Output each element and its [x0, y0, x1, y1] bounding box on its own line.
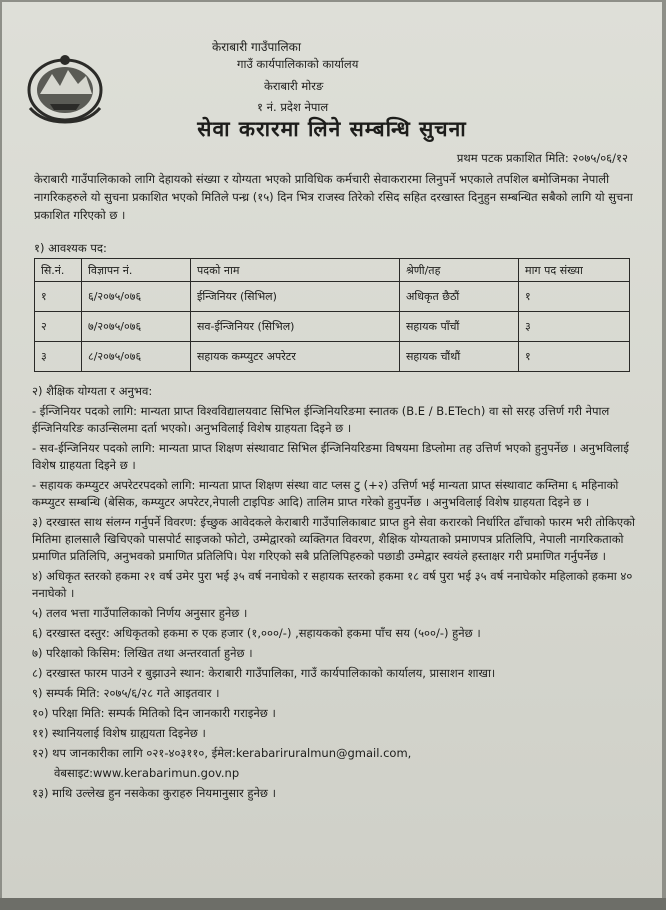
cell: सहायक पाँचौं [400, 312, 519, 342]
cell: सहायक कम्प्युटर अपरेटर [191, 342, 400, 372]
section-required-posts: १) आवश्यक पद: [34, 241, 107, 255]
contact-date: ९) सम्पर्क मिति: २०७५/६/२८ गते आइतवार । [32, 686, 220, 700]
col-advert-no: विज्ञापन नं. [82, 259, 191, 282]
col-sn: सि.नं. [35, 259, 82, 282]
cell: ३ [519, 312, 630, 342]
location: केराबारी मोरङ [264, 79, 324, 93]
local-priority: ११) स्थानियलाई विशेष ग्राह्ययता दिइनेछ । [32, 726, 206, 740]
misc-rules: १३) माथि उल्लेख हुन नसकेका कुराहरु नियमानुसार हुनेछ । [32, 786, 276, 800]
exam-type: ७) परिक्षाको किसिम: लिखित तथा अन्तरवार्ता हुनेछ । [32, 646, 253, 660]
table-header-row [35, 259, 630, 282]
scan-edge [0, 898, 666, 910]
qual-computer-operator: - सहायक कम्प्युटर अपरेटरपदको लागि: मान्यता प्राप्त शिक्षण संस्था वाट प्लस टु (+२) उत्तिर्ण भई मान्यता प्राप्त संस्थावाट कम्तिमा ६ महिनाको कम्प्युटर सम्बन्धि (बेसिक, कम्प्युटर अपरेटर,नेपाली टाइपिङ आदि) तालिम प्राप्त गरेको हुनुपर्नेछ । अनुभविलाई विशेष ग्राहयता दिइने छ । [32, 478, 619, 509]
cell: ७/२०७५/०७६ [82, 312, 191, 342]
cell: सहायक चौंथौं [400, 342, 519, 372]
cell: ईन्जिनियर (सिभिल) [191, 282, 400, 312]
office-name: गाउँ कार्यपालिकाको कार्यालय [237, 57, 359, 71]
cell: १ [519, 282, 630, 312]
application-fee: ६) दरखास्त दस्तुर: अधिकृतको हकमा रु एक हजार (१,०००/-) ,सहायकको हकमा पाँच सय (५००/-) हुनेछ । [32, 626, 481, 640]
cell: २ [35, 312, 82, 342]
posts-table [34, 258, 630, 372]
province: १ नं. प्रदेश नेपाल [257, 100, 329, 114]
form-location: ८) दरखास्त फारम पाउने र बुझाउने स्थान: केराबारी गाउँपालिका, गाउँ कार्यपालिकाको कार्यालय, प्रासाशन शाखा। [32, 666, 496, 680]
cell: अधिकृत छैठौं [400, 282, 519, 312]
qual-sub-engineer: - सव-ईन्जिनियर पदको लागि: मान्यता प्राप्त शिक्षण संस्थावाट सिभिल ईन्जिनियरिङमा विषयमा डिप्लोमा तह उत्तिर्ण भएको हुनुपर्नेछ । अनुभविलाई विशेष ग्राहयता दिइने छ । [32, 441, 629, 472]
table-row [35, 312, 630, 342]
section-qualification: २) शैक्षिक योग्यता र अनुभव: [32, 384, 153, 398]
notice-title: सेवा करारमा लिने सम्बन्धि सुचना [197, 117, 467, 141]
cell: ६/२०७५/०७६ [82, 282, 191, 312]
published-date: प्रथम पटक प्रकाशित मिति: २०७५/०६/१२ [456, 151, 628, 165]
cell: सव-ईन्जिनियर (सिभिल) [191, 312, 400, 342]
exam-date: १०) परिक्षा मिति: सम्पर्क मितिको दिन जानकारी गराइनेछ । [32, 706, 276, 720]
notice-paper [2, 2, 662, 898]
age-limit: ४) अधिकृत स्तरको हकमा २१ वर्ष उमेर पुरा भई ३५ वर्ष ननाघेको र सहायक स्तरको हकमा १८ वर्ष पुरा भई ३५ वर्ष ननाघेकोर महिलाको हकमा ४० ननाघेको । [32, 569, 633, 600]
cell: १ [519, 342, 630, 372]
cell: ३ [35, 342, 82, 372]
required-documents: ३) दरखास्त साथ संलग्न गर्नुपर्ने विवरण: ईच्छुक आवेदकले केराबारी गाउँपालिकाबाट प्राप्त हुने सेवा करारको निर्धारित ढाँचाको फारम भरी तोकिएको मितिमा हालसालै खिचिएको पासपोर्ट साइजको फोटो, उम्मेद्वारको व्यक्तिगत विवरण, शैक्षिक योग्यताको प्रमाणपत्र प्रतिलिपि, नेपाली नागरिकताको प्रमाणित प्रतिलिपि, अनुभवको प्रमाणित प्रतिलिपि। पेश गरिएको सबै प्रतिलिपिहरुको पछाडी उम्मेद्वार स्वयंले हस्ताक्षर गरी प्रमाणित गर्नुपर्नेछ । [32, 515, 635, 563]
contact-info: १२) थप जानकारीका लागि ०२१-४०३११०, ईमेल:kerabariruralmun@gmail.com, [32, 746, 412, 760]
qual-engineer: - ईन्जिनियर पदको लागि: मान्यता प्राप्त विश्वविद्यालयवाट सिभिल ईन्जिनियरिङमा स्नातक (B.E / B.ETech) वा सो सरह उत्तिर्ण गरी नेपाल ईन्जिनियरिङ काउन्सिलमा दर्ता भएको। अनुभविलाई विशेष ग्राहयता दिइने छ । [32, 404, 610, 435]
cell: ८/२०७५/०७६ [82, 342, 191, 372]
col-level: श्रेणी/तह [400, 259, 519, 282]
website: वेबसाइट:www.kerabarimun.gov.np [54, 766, 240, 780]
cell: १ [35, 282, 82, 312]
org-name: केराबारी गाउँपालिका [212, 40, 301, 54]
table-row [35, 282, 630, 312]
notice-body [32, 383, 642, 805]
col-post-name: पदको नाम [191, 259, 400, 282]
col-count: माग पद संख्या [519, 259, 630, 282]
salary: ५) तलव भत्ता गाउँपालिकाको निर्णय अनुसार हुनेछ । [32, 606, 248, 620]
table-row [35, 342, 630, 372]
intro-paragraph: केराबारी गाउँपालिकाको लागि देहायको संख्या र योग्यता भएको प्राविधिक कर्मचारी सेवाकरारमा लिनुपर्ने भएकाले तपशिल बमोजिमका नेपाली नागरिकहरुले यो सुचना प्रकाशित भएको मितिले पन्ध्र (१५) दिन भित्र राजस्व तिरेको रसिद सहित दरखास्त दिनुहुन सम्बन्धित सबैको लागि यो सुचना प्रकाशित गरिएको छ । [34, 172, 633, 222]
